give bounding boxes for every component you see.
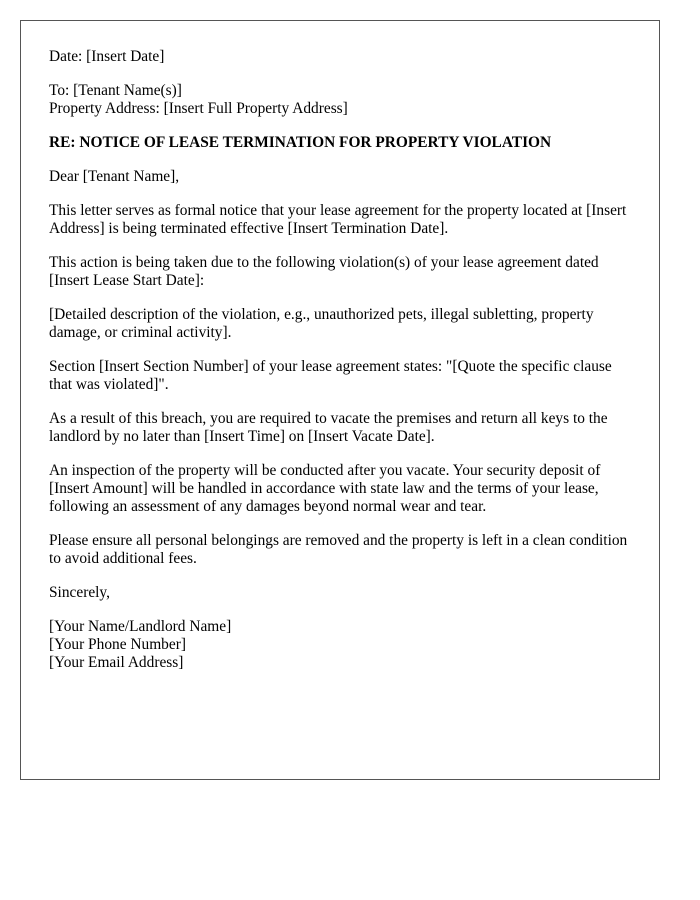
property-address-line: Property Address: [Insert Full Property Address] — [49, 100, 348, 117]
body-paragraph-belongings: Please ensure all personal belongings are removed and the property is left in a clean condition to avoid additional fees. — [49, 532, 628, 567]
subject-line: RE: NOTICE OF LEASE TERMINATION FOR PROPERTY VIOLATION — [49, 134, 552, 151]
body-paragraph-notice: This letter serves as formal notice that your lease agreement for the property located at [Insert Address] is being terminated effective [Insert Termination Date]. — [49, 202, 627, 237]
body-paragraph-violation-description: [Detailed description of the violation, e.g., unauthorized pets, illegal subletting, property damage, or criminal activity]. — [49, 306, 594, 341]
signature-email: [Your Email Address] — [49, 654, 184, 671]
signature-phone: [Your Phone Number] — [49, 636, 186, 653]
salutation: Dear [Tenant Name], — [49, 168, 180, 185]
closing: Sincerely, — [49, 584, 110, 601]
recipient-block — [49, 82, 631, 118]
body-paragraph-vacate: As a result of this breach, you are required to vacate the premises and return all keys to the landlord by no later than [Insert Time] on [Insert Vacate Date]. — [49, 410, 608, 445]
to-line: To: [Tenant Name(s)] — [49, 82, 182, 99]
letter-document — [20, 20, 660, 780]
body-paragraph-violation-intro: This action is being taken due to the following violation(s) of your lease agreement dated [Insert Lease Start Date]: — [49, 254, 599, 289]
signature-block — [49, 618, 631, 672]
body-paragraph-section-quote: Section [Insert Section Number] of your lease agreement states: "[Quote the specific clause that was violated]". — [49, 358, 612, 393]
signature-name: [Your Name/Landlord Name] — [49, 618, 232, 635]
body-paragraph-inspection: An inspection of the property will be conducted after you vacate. Your security deposit of [Insert Amount] will be handled in accordance with state law and the terms of your lease, following an assessment of any damages beyond normal wear and tear. — [49, 462, 601, 515]
date-line: Date: [Insert Date] — [49, 48, 165, 65]
